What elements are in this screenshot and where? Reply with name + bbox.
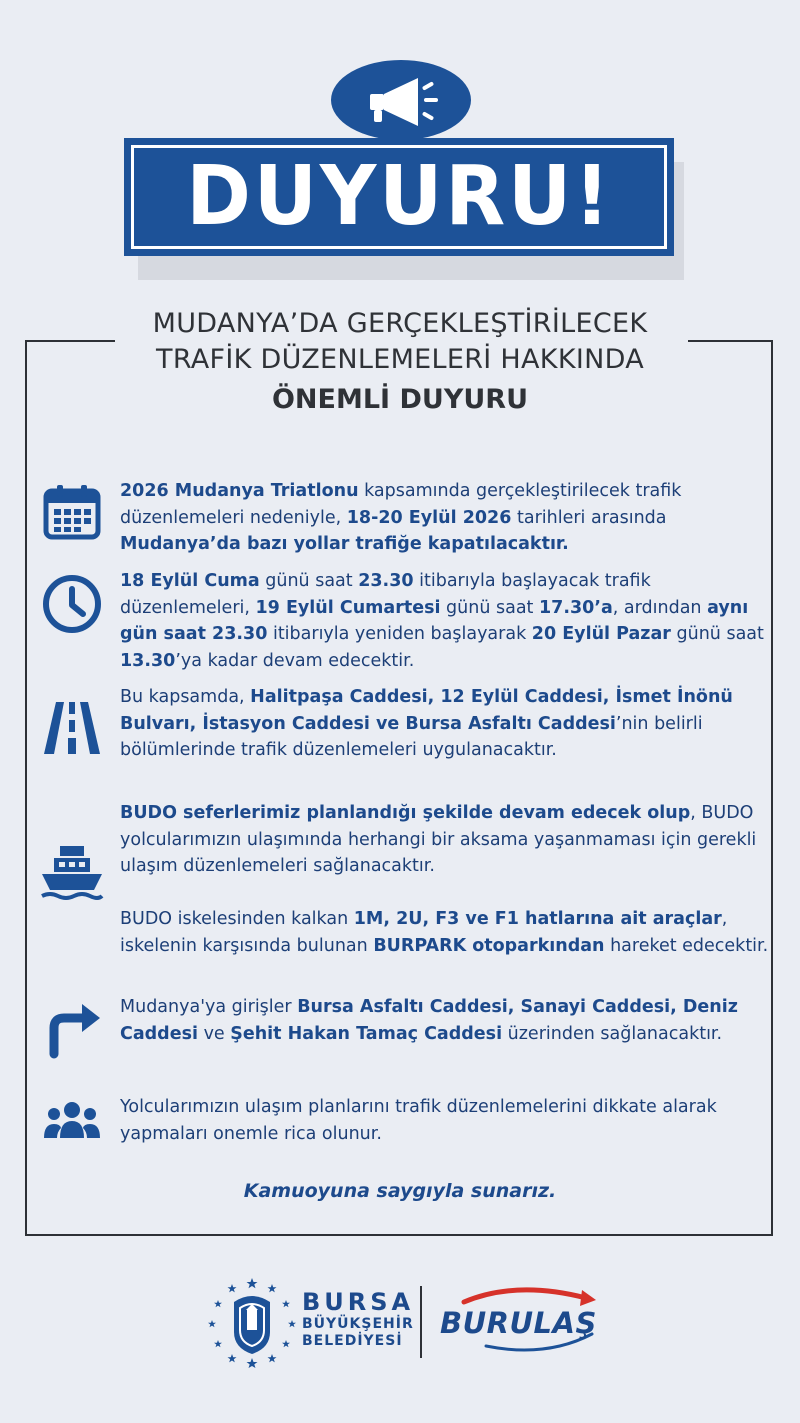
info-text-segment: Yolcularımızın ulaşım planlarını trafik düzenlemelerini dikkate alarak yapmaları onemle rica olunur.: [120, 1097, 717, 1144]
info-text-segment: 20 Eylül Pazar: [531, 624, 671, 644]
info-text: [120, 994, 770, 1047]
clock-icon: [40, 572, 104, 636]
bbb-line-3: BELEDİYESİ: [302, 1333, 403, 1349]
info-text-segment: günü saat: [670, 624, 764, 644]
people-icon: [40, 1090, 104, 1154]
info-text-segment: BUDO seferlerimiz planlandığı şekilde devam edecek olup: [120, 803, 691, 823]
info-text: [120, 568, 770, 674]
bbb-line-2: BÜYÜKŞEHİR: [302, 1316, 414, 1332]
info-text: [120, 906, 770, 959]
hero: [0, 0, 800, 300]
info-text: [120, 800, 770, 880]
frame-top-left-line: [25, 340, 115, 342]
closing-remark: Kamuoyuna saygıyla sunarız.: [243, 1180, 557, 1202]
calendar-icon: [40, 481, 104, 545]
info-text-segment: günü saat: [440, 597, 539, 618]
banner-border: [131, 145, 667, 249]
info-text-segment: Bursa Asfaltı Caddesi, Sanayi Caddesi, Deniz Caddesi: [120, 997, 738, 1044]
footer-logos: [0, 1270, 800, 1370]
heading-line-1: MUDANYA’DA GERÇEKLEŞTİRİLECEK: [152, 308, 648, 339]
info-text-segment: ’ya kadar devam edecektir.: [175, 650, 415, 671]
info-text-segment: ve: [198, 1023, 231, 1044]
info-text-segment: Mudanya'ya girişler: [120, 997, 298, 1017]
info-text-segment: , ardından: [612, 597, 708, 618]
bbb-line-1: BURSA: [302, 1288, 415, 1316]
info-text-segment: , BUDO yolcularımızın ulaşımında herhangi bir aksama yaşanmaması için gerekli ulaşım düzenlemeleri sağlanacaktır.: [120, 803, 757, 876]
info-text-segment: , iskelenin karşısında bulunan: [120, 909, 728, 956]
heading-line-2: TRAFİK DÜZENLEMELERİ HAKKINDA: [156, 344, 644, 375]
road-icon: [40, 694, 104, 758]
info-text-segment: 19 Eylül Cumartesi: [255, 597, 441, 618]
info-text-segment: üzerinden sağlanacaktır.: [502, 1023, 723, 1044]
banner-title: DUYURU!: [185, 149, 613, 244]
info-text-segment: 17.30’a: [538, 597, 613, 618]
info-text-segment: 18 Eylül Cuma: [120, 571, 260, 591]
info-text-segment: 1M, 2U, F3 ve F1 hatlarına ait araçlar: [353, 909, 722, 929]
info-text-segment: 2026 Mudanya Triatlonu: [120, 481, 359, 501]
info-text-segment: 23.30: [358, 571, 414, 591]
burulas-wordmark: BURULAŞ: [440, 1306, 597, 1340]
heading-line-3: ÖNEMLİ DUYURU: [271, 384, 529, 415]
info-text-segment: aynı gün saat 23.30: [120, 597, 749, 644]
frame-top-right-line: [688, 340, 773, 342]
info-text-segment: Şehit Hakan Tamaç Caddesi: [230, 1023, 503, 1044]
info-text-segment: BURPARK otoparkından: [373, 935, 605, 956]
info-text-segment: Halitpaşa Caddesi, 12 Eylül Caddesi, İsmet İnönü Bulvarı, İstasyon Caddesi ve Bursa Asfaltı Caddesi: [120, 687, 733, 734]
turn-right-arrow-icon: [40, 996, 104, 1060]
info-text: [120, 684, 770, 764]
info-text-segment: hareket edecektir.: [604, 935, 769, 956]
info-text-segment: Mudanya’da bazı yollar trafiğe kapatılacaktır.: [120, 534, 569, 554]
bursa-municipality-wordmark: [302, 1288, 414, 1350]
info-text: [120, 478, 770, 558]
info-text-segment: kapsamında gerçekleştirilecek trafik düzenlemeleri nedeniyle,: [120, 481, 682, 528]
info-text-segment: BUDO iskelesinden kalkan: [120, 909, 354, 929]
info-text-segment: tarihleri arasında: [511, 507, 667, 528]
info-text-segment: itibarıyla yeniden başlayarak: [267, 624, 532, 644]
info-text-segment: itibarıyla başlayacak trafik düzenlemeleri,: [120, 571, 651, 618]
info-text-segment: ’nin belirli bölümlerinde trafik düzenlemeleri uygulanacaktır.: [120, 713, 703, 760]
info-text-segment: Bu kapsamda,: [120, 687, 251, 707]
info-text-segment: 13.30: [120, 650, 176, 671]
ferry-icon: [40, 840, 104, 904]
bursa-municipality-seal-logo: [206, 1276, 298, 1368]
footer-divider: [420, 1286, 422, 1358]
info-text-segment: günü saat: [259, 571, 359, 591]
announcement-banner: [124, 138, 674, 256]
info-text-segment: 18-20 Eylül 2026: [346, 507, 512, 528]
info-text: [120, 1094, 770, 1147]
